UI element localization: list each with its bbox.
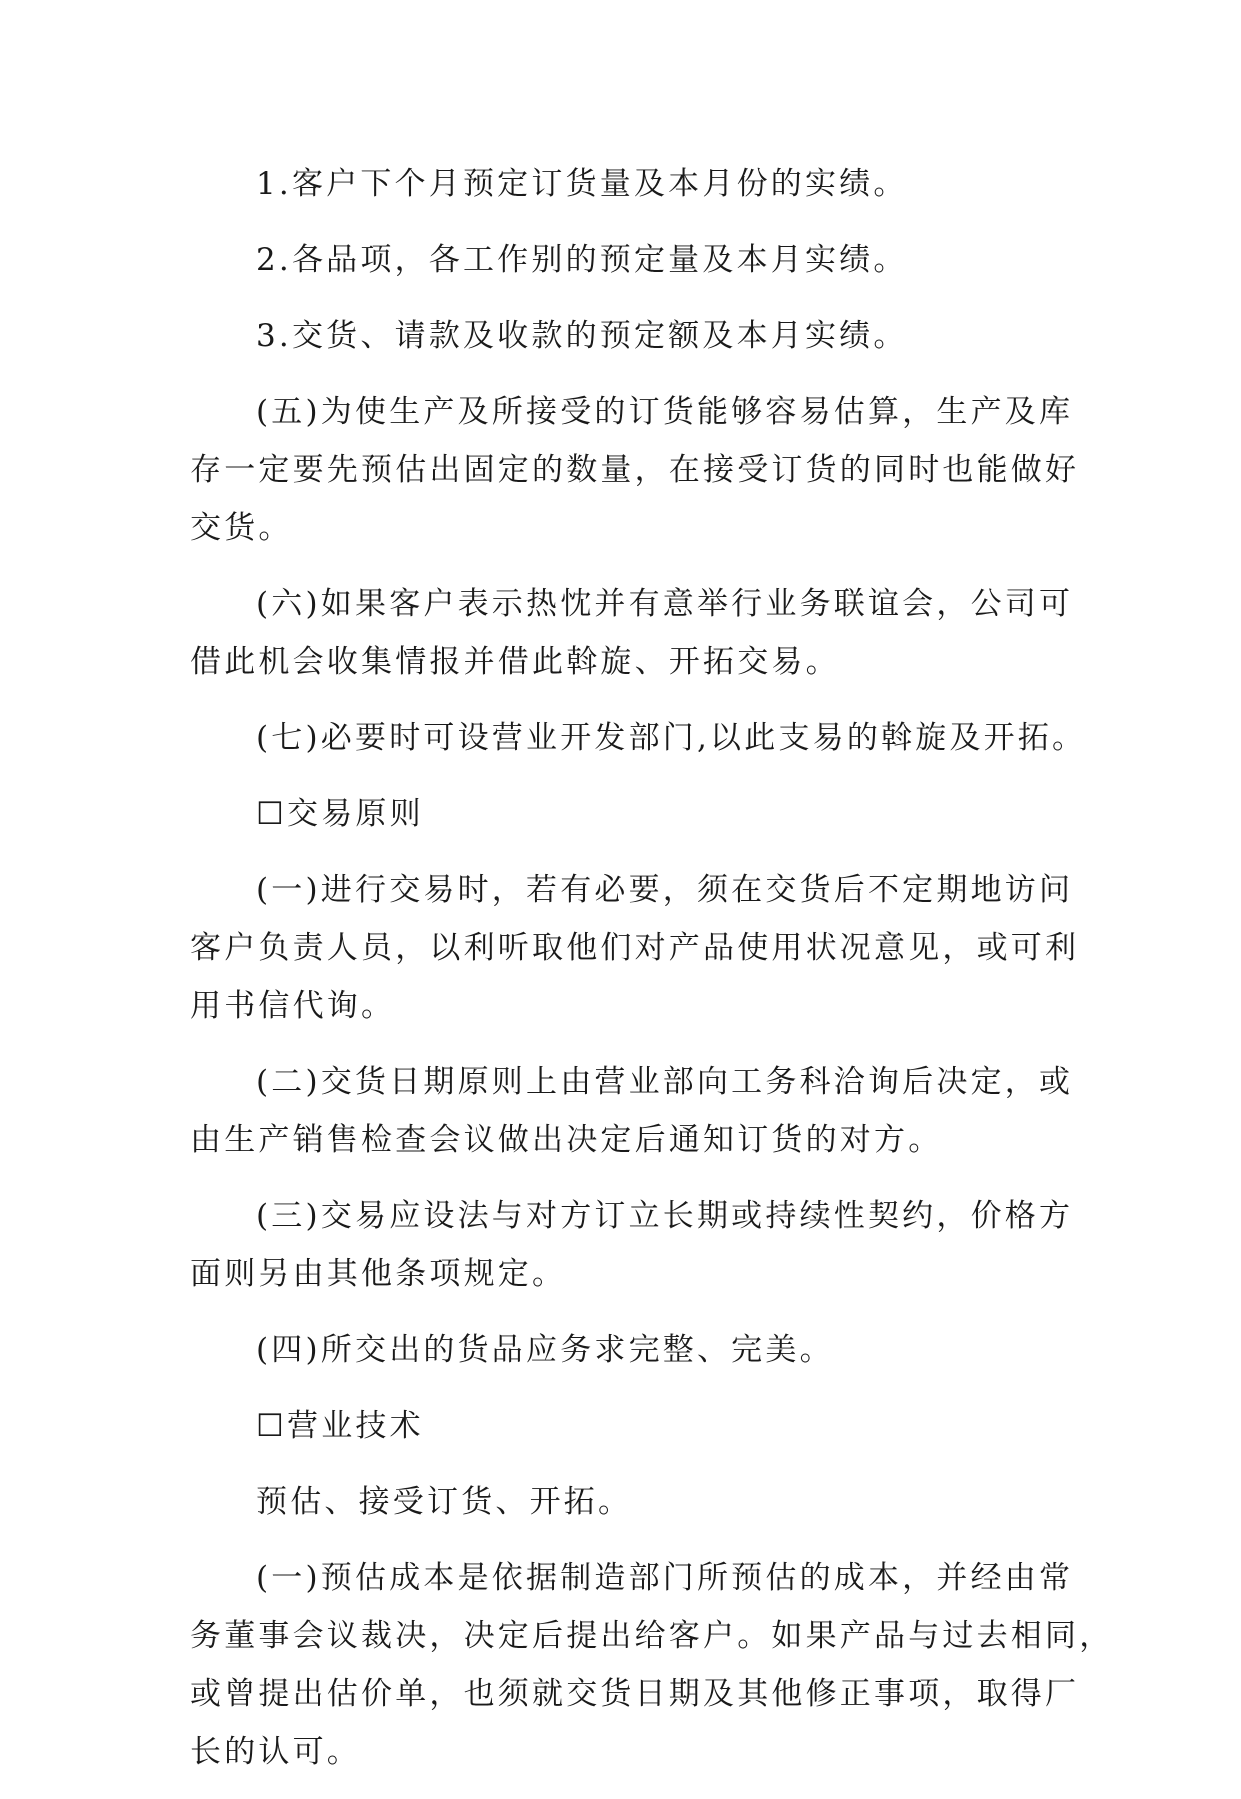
paragraph-line: 预估、接受订货、开拓。 xyxy=(256,1484,633,1520)
paragraph-five xyxy=(190,383,1080,557)
paragraph-line: 借此机会收集情报并借此斡旋、开拓交易。 xyxy=(190,644,840,680)
paragraph-line: 3.交货、请款及收款的预定额及本月实绩。 xyxy=(256,318,908,354)
paragraph-line: 务董事会议裁决，决定后提出给客户。如果产品与过去相同， xyxy=(190,1618,1114,1654)
paragraph-line: 2.各品项，各工作别的预定量及本月实绩。 xyxy=(256,242,908,278)
section-heading-sales-technique xyxy=(190,1397,1062,1455)
paragraph-line: (三)交易应设法与对方订立长期或持续性契约，价格方 xyxy=(256,1198,1074,1234)
paragraph-line: (一)预估成本是依据制造部门所预估的成本，并经由常 xyxy=(256,1560,1074,1596)
paragraph-principle-two xyxy=(190,1053,1074,1169)
paragraph-line: 或曾提出估价单，也须就交货日期及其他修正事项，取得厂 xyxy=(190,1676,1080,1712)
section-heading-trade-principles xyxy=(190,785,1062,843)
paragraph-line: (五)为使生产及所接受的订货能够容易估算，生产及库 xyxy=(256,394,1074,430)
paragraph-six xyxy=(190,575,1074,691)
paragraph-line: 面则另由其他条项规定。 xyxy=(190,1256,567,1292)
section-heading: ☐交易原则 xyxy=(256,796,424,832)
paragraph-technique-summary xyxy=(190,1473,1062,1531)
paragraph-item-1 xyxy=(190,155,1062,213)
section-heading: ☐营业技术 xyxy=(256,1408,424,1444)
paragraph-line: 由生产销售检查会议做出决定后通知订货的对方。 xyxy=(190,1122,943,1158)
paragraph-line: (一)进行交易时，若有必要，须在交货后不定期地访问 xyxy=(256,872,1074,908)
paragraph-principle-four xyxy=(190,1321,1062,1379)
paragraph-item-2 xyxy=(190,231,1062,289)
paragraph-principle-three xyxy=(190,1187,1074,1303)
paragraph-line: 1.客户下个月预定订货量及本月份的实绩。 xyxy=(256,166,908,202)
paragraph-line: (七)必要时可设营业开发部门,以此支易的斡旋及开拓。 xyxy=(256,720,1087,756)
paragraph-line: 长的认可。 xyxy=(190,1734,361,1770)
paragraph-line: 存一定要先预估出固定的数量，在接受订货的同时也能做好 xyxy=(190,452,1080,488)
document-body xyxy=(190,155,1114,1799)
paragraph-line: 客户负责人员，以利听取他们对产品使用状况意见，或可利 xyxy=(190,930,1080,966)
paragraph-line: 用书信代询。 xyxy=(190,988,396,1024)
paragraph-line: (二)交货日期原则上由营业部向工务科洽询后决定，或 xyxy=(256,1064,1074,1100)
paragraph-principle-one xyxy=(190,861,1080,1035)
paragraph-line: (六)如果客户表示热忱并有意举行业务联谊会，公司可 xyxy=(256,586,1074,622)
paragraph-line: (四)所交出的货品应务求完整、完美。 xyxy=(256,1332,834,1368)
paragraph-line: 交货。 xyxy=(190,510,293,546)
paragraph-technique-one xyxy=(190,1549,1114,1781)
paragraph-seven xyxy=(190,709,1087,767)
paragraph-item-3 xyxy=(190,307,1062,365)
